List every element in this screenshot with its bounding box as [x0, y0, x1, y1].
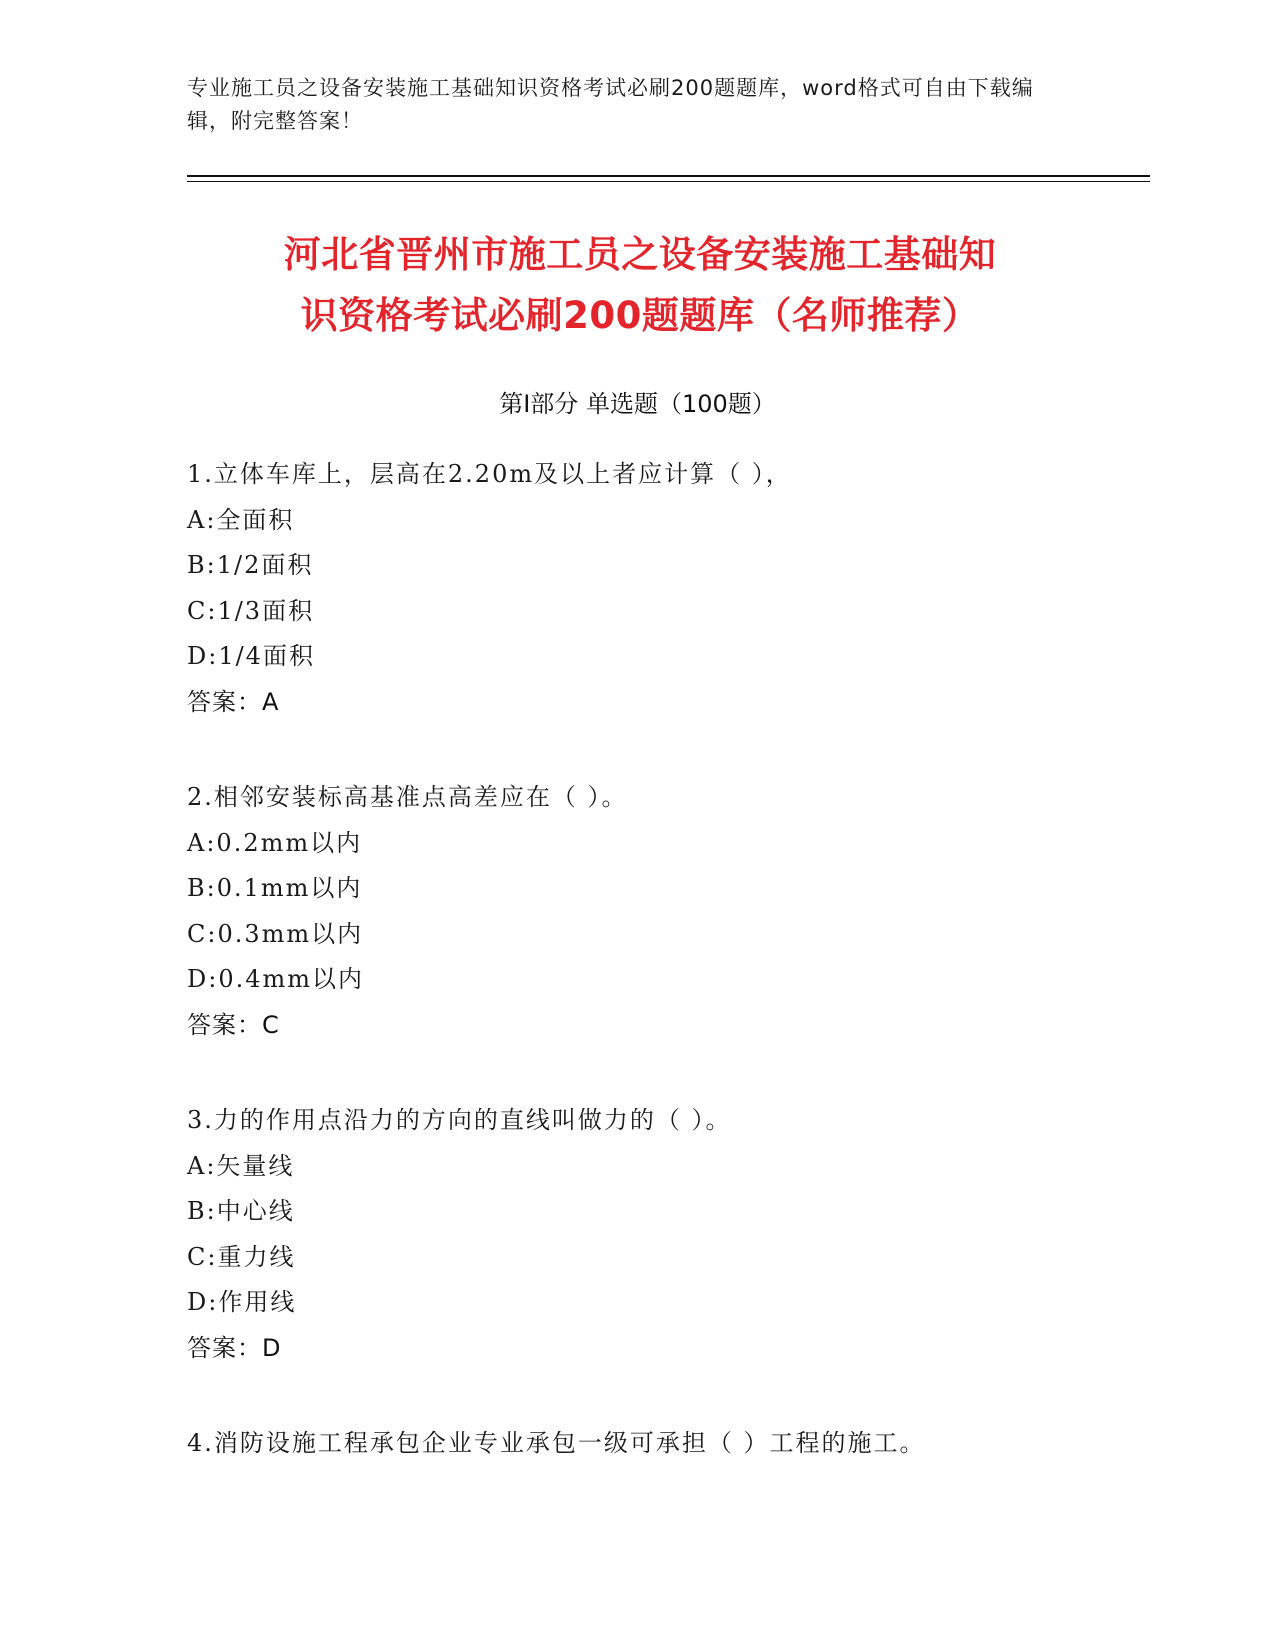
- question-stem: 4.消防设施工程承包企业专业承包一级可承担（ ）工程的施工。: [187, 1429, 926, 1457]
- answer-line: 答案：C: [187, 1010, 280, 1039]
- option-c: C:1/3面积: [187, 596, 315, 625]
- header-divider-thin: [187, 181, 1150, 182]
- option-b: B:中心线: [187, 1197, 295, 1225]
- option-a: A:全面积: [187, 505, 295, 534]
- answer-line: 答案：D: [187, 1333, 282, 1362]
- question-stem: 2.相邻安装标高基准点高差应在（ ）。: [187, 783, 628, 811]
- document-title: [180, 224, 1100, 346]
- document-title-line-1: 河北省晋州市施工员之设备安装施工基础知: [283, 233, 997, 276]
- option-c: C:0.3mm以内: [187, 919, 364, 948]
- question-stem: 3.力的作用点沿力的方向的直线叫做力的（ ）。: [187, 1106, 732, 1134]
- question-stem: 1.立体车库上，层高在2.20m及以上者应计算（ ），: [187, 460, 792, 488]
- option-d: D:1/4面积: [187, 642, 315, 670]
- question-2: [187, 775, 1147, 1048]
- header-note: 专业施工员之设备安装施工基础知识资格考试必刷200题题库，word格式可自由下载编辑，附完整答案！: [187, 76, 1034, 133]
- section-title: 第Ⅰ部分 单选题（100题）: [499, 390, 776, 418]
- option-d: D:0.4mm以内: [187, 965, 365, 993]
- option-c: C:重力线: [187, 1242, 296, 1271]
- option-a: A:0.2mm以内: [187, 828, 363, 857]
- question-1: [187, 452, 1147, 725]
- question-4: [187, 1421, 1147, 1467]
- option-d: D:作用线: [187, 1288, 297, 1316]
- document-title-line-2: 识资格考试必刷200题题库（名师推荐）: [300, 294, 980, 337]
- option-a: A:矢量线: [187, 1151, 295, 1180]
- answer-line: 答案：A: [187, 687, 280, 716]
- option-b: B:0.1mm以内: [187, 874, 363, 902]
- option-b: B:1/2面积: [187, 551, 314, 579]
- question-3: [187, 1098, 1147, 1371]
- header-divider-thick: [187, 175, 1150, 177]
